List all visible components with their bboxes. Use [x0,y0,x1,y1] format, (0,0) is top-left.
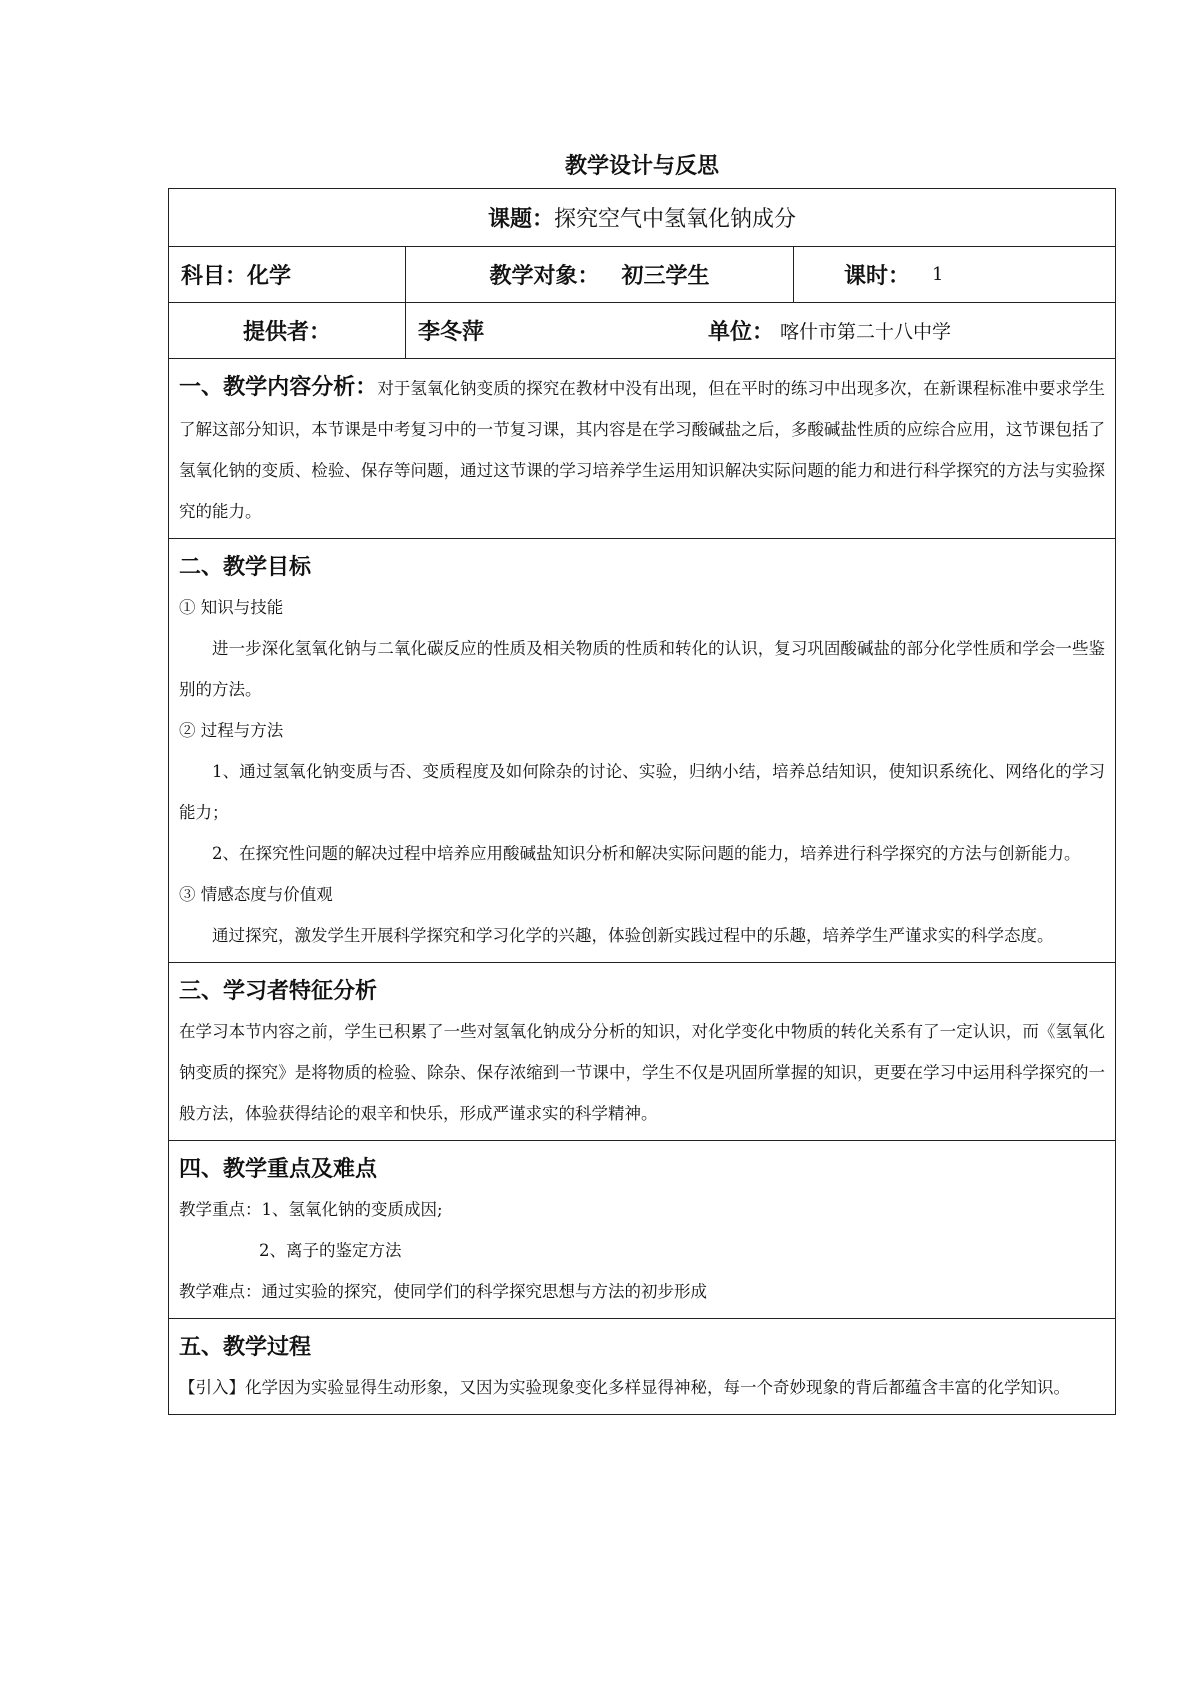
goal-subheading: ① 知识与技能 [179,598,284,617]
hours-label: 课时： [844,263,911,289]
goal-paragraph: 通过探究，激发学生开展科学探究和学习化学的兴趣，体验创新实践过程中的乐趣，培养学生严谨求实的科学态度。 [212,926,1054,945]
topic-row [169,189,1115,247]
unit-value: 喀什市第二十八中学 [780,321,952,343]
subject-cell [169,247,406,302]
provider-label-cell [169,303,406,358]
audience-cell [406,247,794,302]
key-point-line: 2、离子的鉴定方法 [259,1241,402,1260]
unit-label: 单位： [708,319,775,345]
teaching-process-text: 【引入】化学因为实验显得生动形象，又因为实验现象变化多样显得神秘，每一个奇妙现象的背后都蕴含丰富的化学知识。 [179,1378,1070,1397]
section-heading: 二、教学目标 [179,554,312,580]
content-analysis-paragraph [179,367,1105,532]
provider-info-cell [406,303,1115,358]
learner-analysis-text: 在学习本节内容之前，学生已积累了一些对氢氧化钠成分分析的知识，对化学变化中物质的转化关系有了一定认识，而《氢氧化钠变质的探究》是将物质的检验、除杂、保存浓缩到一节课中，学生不仅是巩固所掌握的知识，更要在学习中运用科学探究的一般方法，体验获得结论的艰辛和快乐，形成严谨求实的科学精神。 [179,1022,1105,1123]
topic-value: 探究空气中氢氧化钠成分 [554,207,797,232]
section-learner-analysis [169,963,1115,1141]
content-analysis-text: 对于氢氧化钠变质的探究在教材中没有出现，但在平时的练习中出现多次，在新课程标准中要求学生了解这部分知识，本节课是中考复习中的一节复习课，其内容是在学习酸碱盐之后，多酸碱盐性质的应综合应用，这节课包括了氢氧化钠的变质、检验、保存等问题，通过这节课的学习培养学生运用知识解决实际问题的能力和进行科学探究的方法与实验探究的能力。 [179,379,1106,521]
difficulty-line: 教学难点：通过实验的探究，使同学们的科学探究思想与方法的初步形成 [179,1282,707,1301]
meta-row [169,247,1115,303]
hours-cell [794,247,1115,302]
provider-row [169,303,1115,359]
goal-subheading: ③ 情感态度与价值观 [179,885,333,904]
lesson-plan-table [168,188,1116,1415]
section-heading: 三、学习者特征分析 [179,978,378,1004]
subject-text: 科目：化学 [181,263,292,289]
goal-subheading: ② 过程与方法 [179,721,284,740]
audience-label: 教学对象： [489,263,600,289]
section-teaching-goals [169,539,1115,963]
topic-label: 课题： [487,206,554,232]
hours-value: 1 [932,264,944,285]
goal-paragraph: 2、在探究性问题的解决过程中培养应用酸碱盐知识分析和解决实际问题的能力，培养进行科学探究的方法与创新能力。 [212,844,1081,863]
key-point-line: 教学重点：1、氢氧化钠的变质成因; [179,1200,443,1219]
provider-name: 李冬萍 [418,319,485,345]
section-heading: 四、教学重点及难点 [179,1156,378,1182]
document-title: 教学设计与反思 [564,153,719,179]
audience-value: 初三学生 [621,263,710,289]
section-heading: 五、教学过程 [179,1334,312,1360]
section-key-points [169,1141,1115,1319]
section-heading: 一、教学内容分析： [179,374,378,400]
section-content-analysis [169,359,1115,539]
goal-paragraph: 1、通过氢氧化钠变质与否、变质程度及如何除杂的讨论、实验，归纳小结，培养总结知识，使知识系统化、网络化的学习能力； [179,762,1105,822]
provider-label: 提供者： [242,319,331,345]
section-teaching-process [169,1319,1115,1414]
goal-paragraph: 进一步深化氢氧化钠与二氧化碳反应的性质及相关物质的性质和转化的认识，复习巩固酸碱盐的部分化学性质和学会一些鉴别的方法。 [179,639,1105,699]
